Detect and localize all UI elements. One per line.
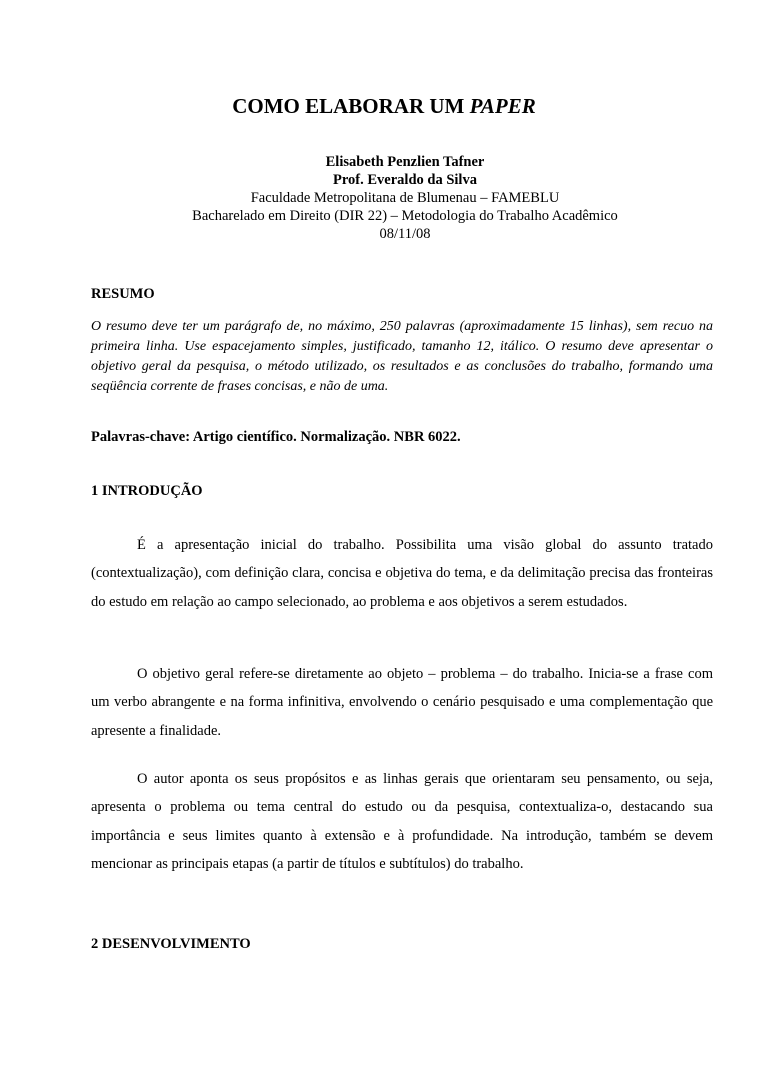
keywords: Palavras-chave: Artigo científico. Normalização. NBR 6022. [91,429,461,445]
date: 08/11/08 [379,226,431,242]
section-heading-desenvolvimento: 2 DESENVOLVIMENTO [91,936,251,952]
abstract-heading: RESUMO [91,286,155,302]
intro-paragraph-2 [91,660,713,745]
paragraph-text: O autor aponta os seus propósitos e as linhas gerais que orientaram seu pensamento, ou seja, apresenta o problema ou tema central do estudo ou da pesquisa, contextualiza-o, destacando sua importância e seus limites quanto à extensão e à profundidade. Na introdução, também se devem mencionar as principais etapas (a partir de títulos e subtítulos) do trabalho. [91,771,713,872]
author-name: Elisabeth Penzlien Tafner [325,154,485,170]
title-main: COMO ELABORAR UM [232,94,470,118]
title-italic: PAPER [469,94,536,118]
course-line: Bacharelado em Direito (DIR 22) – Metodologia do Trabalho Acadêmico [192,208,618,224]
paragraph-text: É a apresentação inicial do trabalho. Possibilita uma visão global do assunto tratado (contextualização), com definição clara, concisa e objetiva do tema, e da delimitação precisa das fronteiras do estudo em relação ao campo selecionado, ao problema e aos objetivos a serem estudados. [91,537,713,610]
abstract-text: O resumo deve ter um parágrafo de, no máximo, 250 palavras (aproximadamente 15 linhas), sem recuo na primeira linha. Use espacejamento simples, justificado, tamanho 12, itálico. O resumo deve apresentar o objetivo geral da pesquisa, o método utilizado, os resultados e as conclusões do trabalho, formando uma seqüência corrente de frases concisas, e não de uma. [91,319,713,394]
institution: Faculdade Metropolitana de Blumenau – FAMEBLU [250,190,560,206]
paper-title [0,93,768,119]
paragraph-text: O objetivo geral refere-se diretamente ao objeto – problema – do trabalho. Inicia-se a frase com um verbo abrangente e na forma infinitiva, envolvendo o cenário pesquisado e uma complementação que apresente a finalidade. [91,666,713,739]
abstract-body [91,317,713,397]
intro-paragraph-3 [91,765,713,878]
intro-paragraph-1 [91,531,713,616]
advisor-name: Prof. Everaldo da Silva [333,172,477,188]
section-heading-introducao: 1 INTRODUÇÃO [91,483,203,499]
